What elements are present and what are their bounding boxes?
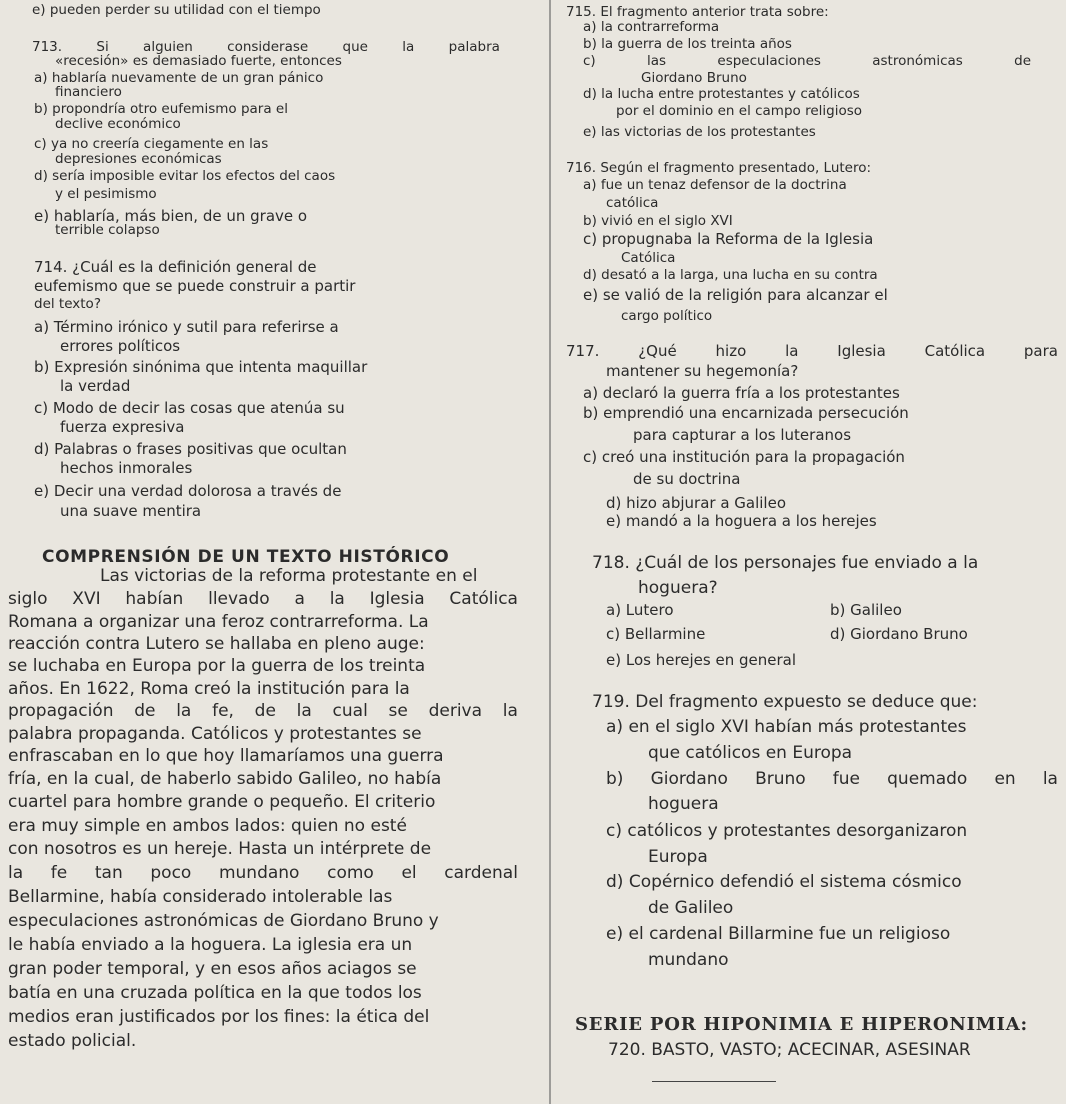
passage-line: especulaciones astronómicas de Giordano Bruno y xyxy=(8,911,439,931)
passage-line: Las victorias de la reforma protestante en el xyxy=(100,566,478,586)
passage-line: propagación de la fe, de la cual se deriva la xyxy=(8,701,518,721)
q715-option-e: e) las victorias de los protestantes xyxy=(583,124,816,140)
q713-option-b: b) propondría otro eufemismo para el xyxy=(34,101,288,117)
passage-line: batía en una cruzada política en la que todos los xyxy=(8,983,422,1003)
q713-option-c-2: depresiones económicas xyxy=(55,151,222,167)
series-title: SERIE POR HIPONIMIA E HIPERONIMIA: xyxy=(575,1014,1028,1035)
q717-option-c: c) creó una institución para la propagación xyxy=(583,448,905,466)
passage-line: siglo XVI habían llevado a la Iglesia Católica xyxy=(8,589,518,609)
q718-option-b: b) Galileo xyxy=(830,601,902,619)
q715-option-a: a) la contrarreforma xyxy=(583,19,720,35)
q715-option-c: c) las especulaciones astronómicas de xyxy=(583,53,1031,69)
q714-stem: 714. ¿Cuál es la definición general de xyxy=(34,258,317,276)
q717-option-d: d) hizo abjurar a Galileo xyxy=(606,494,786,512)
q713-option-d-2: y el pesimismo xyxy=(55,186,157,202)
q719-option-d: d) Copérnico defendió el sistema cósmico xyxy=(606,872,962,892)
q714-option-d-2: hechos inmorales xyxy=(60,459,193,477)
q715-option-d-2: por el dominio en el campo religioso xyxy=(616,103,863,119)
q719-stem: 719. Del fragmento expuesto se deduce que: xyxy=(592,692,978,712)
q716-option-d: d) desató a la larga, una lucha en su contra xyxy=(583,267,878,283)
q715-option-c-2: Giordano Bruno xyxy=(641,70,747,86)
q716-option-a-2: católica xyxy=(606,195,659,211)
q719-option-a-2: que católicos en Europa xyxy=(648,743,853,763)
q714-option-b: b) Expresión sinónima que intenta maquillar xyxy=(34,358,368,376)
q716-option-e: e) se valió de la religión para alcanzar el xyxy=(583,286,888,304)
q718-stem-2: hoguera? xyxy=(638,578,718,598)
passage-line: cuartel para hombre grande o pequeño. El criterio xyxy=(8,792,436,812)
q715-option-d: d) la lucha entre protestantes y católicos xyxy=(583,86,860,102)
q713-option-c: c) ya no creería ciegamente en las xyxy=(34,136,269,152)
passage-line: medios eran justificados por los fines: la ética del xyxy=(8,1007,430,1027)
passage-line: Romana a organizar una feroz contrarreforma. La xyxy=(8,612,429,632)
q714-option-a: a) Término irónico y sutil para referirse a xyxy=(34,318,339,336)
q717-stem: 717. ¿Qué hizo la Iglesia Católica para xyxy=(566,342,1058,360)
q714-option-d: d) Palabras o frases positivas que ocultan xyxy=(34,440,347,458)
q713-stem: 713. Si alguien considerase que la palabra xyxy=(32,39,500,55)
q715-option-b: b) la guerra de los treinta años xyxy=(583,36,792,52)
q713-option-a: a) hablaría nuevamente de un gran pánico xyxy=(34,70,324,86)
q718-stem: 718. ¿Cuál de los personajes fue enviado a la xyxy=(592,553,979,573)
passage-line: se luchaba en Europa por la guerra de los treinta xyxy=(8,656,426,676)
q713-option-b-2: declive económico xyxy=(55,116,181,132)
q718-option-e: e) Los herejes en general xyxy=(606,651,796,669)
q717-option-b-2: para capturar a los luteranos xyxy=(633,426,852,444)
passage-line: enfrascaban en lo que hoy llamaríamos una guerra xyxy=(8,746,444,766)
q714-option-c-2: fuerza expresiva xyxy=(60,418,185,436)
passage-line: con nosotros es un hereje. Hasta un intérprete de xyxy=(8,839,432,859)
column-divider xyxy=(549,0,551,1104)
passage-line: le había enviado a la hoguera. La iglesia era un xyxy=(8,935,413,955)
q719-option-e-2: mundano xyxy=(648,950,729,970)
passage-line: palabra propaganda. Católicos y protestantes se xyxy=(8,724,422,744)
q718-option-c: c) Bellarmine xyxy=(606,625,706,643)
q713-option-e: e) hablaría, más bien, de un grave o xyxy=(34,207,308,225)
q719-option-b: b) Giordano Bruno fue quemado en la xyxy=(606,769,1058,789)
q717-option-b: b) emprendió una encarnizada persecución xyxy=(583,404,909,422)
q719-option-e: e) el cardenal Billarmine fue un religioso xyxy=(606,924,951,944)
q719-option-c-2: Europa xyxy=(648,847,708,867)
answer-blank-line xyxy=(652,1081,776,1082)
passage-line: fría, en la cual, de haberlo sabido Galileo, no había xyxy=(8,769,442,789)
passage-line: años. En 1622, Roma creó la institución para la xyxy=(8,679,410,699)
q716-option-c-2: Católica xyxy=(621,250,676,266)
q716-option-a: a) fue un tenaz defensor de la doctrina xyxy=(583,177,847,193)
q714-option-e: e) Decir una verdad dolorosa a través de xyxy=(34,482,342,500)
passage-line: la fe tan poco mundano como el cardenal xyxy=(8,863,518,883)
q716-option-c: c) propugnaba la Reforma de la Iglesia xyxy=(583,230,874,248)
q719-option-b-2: hoguera xyxy=(648,794,719,814)
q716-stem: 716. Según el fragmento presentado, Lutero: xyxy=(566,160,872,176)
q713-stem-2: «recesión» es demasiado fuerte, entonces xyxy=(55,53,342,69)
passage-line: estado policial. xyxy=(8,1031,137,1051)
q714-option-b-2: la verdad xyxy=(60,377,131,395)
q714-option-e-2: una suave mentira xyxy=(60,502,202,520)
q719-option-c: c) católicos y protestantes desorganizaron xyxy=(606,821,968,841)
q720-prompt: 720. BASTO, VASTO; ACECINAR, ASESINAR xyxy=(608,1040,971,1060)
q715-stem: 715. El fragmento anterior trata sobre: xyxy=(566,4,829,20)
passage-line: gran poder temporal, y en esos años aciagos se xyxy=(8,959,417,979)
q716-option-e-2: cargo político xyxy=(621,308,713,324)
q719-option-a: a) en el siglo XVI habían más protestantes xyxy=(606,717,967,737)
q714-option-a-2: errores políticos xyxy=(60,337,181,355)
q718-option-a: a) Lutero xyxy=(606,601,674,619)
q719-option-d-2: de Galileo xyxy=(648,898,734,918)
q714-option-c: c) Modo de decir las cosas que atenúa su xyxy=(34,399,345,417)
q713-option-a-2: financiero xyxy=(55,84,122,100)
passage-line: era muy simple en ambos lados: quien no esté xyxy=(8,816,407,836)
q717-option-e: e) mandó a la hoguera a los herejes xyxy=(606,512,877,530)
passage-line: Bellarmine, había considerado intolerable las xyxy=(8,887,393,907)
q713-option-e-2: terrible colapso xyxy=(55,222,160,238)
q714-stem-2: eufemismo que se puede construir a partir xyxy=(34,277,356,295)
q712-option-e: e) pueden perder su utilidad con el tiempo xyxy=(32,2,321,18)
q718-option-d: d) Giordano Bruno xyxy=(830,625,968,643)
q717-option-a: a) declaró la guerra fría a los protestantes xyxy=(583,384,900,402)
q716-option-b: b) vivió en el siglo XVI xyxy=(583,213,733,229)
q717-stem-2: mantener su hegemonía? xyxy=(606,362,799,380)
q714-stem-3: del texto? xyxy=(34,296,101,312)
q713-option-d: d) sería imposible evitar los efectos del caos xyxy=(34,168,336,184)
q717-option-c-2: de su doctrina xyxy=(633,470,741,488)
passage-line: reacción contra Lutero se hallaba en pleno auge: xyxy=(8,634,425,654)
section-title: COMPRENSIÓN DE UN TEXTO HISTÓRICO xyxy=(42,547,450,567)
